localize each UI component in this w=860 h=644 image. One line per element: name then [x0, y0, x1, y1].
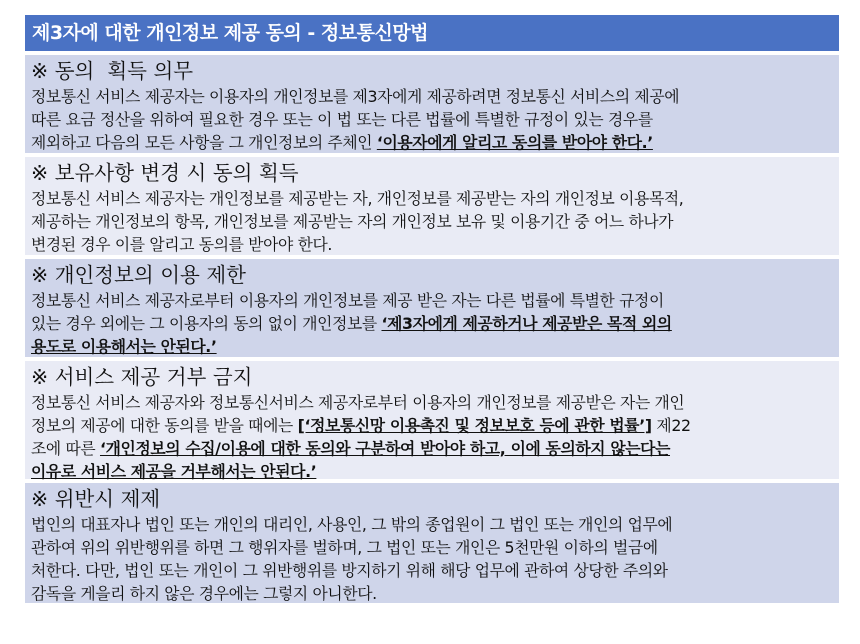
- section-refusal-prohibition: [25, 361, 839, 479]
- text-line: [31, 131, 833, 154]
- text-line: 변경된 경우 이를 알리고 동의를 받아야 한다.: [31, 235, 333, 254]
- section-title: ※ 동의 획득 의무: [31, 59, 194, 83]
- text-line: 따른 요금 정산을 위하여 필요한 경우 또는 이 법 또는 다른 법률에 특별한 규정이 있는 경우를: [31, 110, 653, 129]
- text-line: [31, 414, 833, 437]
- page-title: 제3자에 대한 개인정보 제공 동의 - 정보통신망법: [25, 15, 839, 51]
- text-line: 정보통신 서비스 제공자는 개인정보를 제공받는 자, 개인정보를 제공받는 자의 개인정보 이용목적,: [31, 189, 684, 208]
- text-span: 조에 따른: [31, 439, 100, 458]
- text-line: 정보통신 서비스 제공자는 이용자의 개인정보를 제3자에게 제공하려면 정보통신 서비스의 제공에: [31, 87, 680, 106]
- text-line: 제공하는 개인정보의 항목, 개인정보를 제공받는 자의 개인정보 보유 및 이용기간 중 어느 하나가: [31, 212, 674, 231]
- text-line: [31, 460, 833, 483]
- emphasis-text: ‘이용자에게 알리고 동의를 받아야 한다.’: [376, 133, 653, 152]
- text-line: 처한다. 다만, 법인 또는 개인이 그 위반행위를 방지하기 위해 해당 업무에 관하여 상당한 주의와: [31, 561, 668, 580]
- text-span: 있는 경우 외에는 그 이용자의 동의 없이 개인정보를: [31, 314, 382, 333]
- emphasis-text: [‘정보통신망 이용촉진 및 정보보호 등에 관한 법률’]: [297, 416, 652, 435]
- section-consent-obligation: [25, 55, 839, 153]
- emphasis-text: 용도로 이용해서는 안된다.’: [31, 337, 217, 356]
- text-span: 제외하고 다음의 모든 사항을 그 개인정보의 주체인: [31, 133, 377, 152]
- emphasis-text: ‘제3자에게 제공하거나 제공받은 목적 외의: [381, 314, 672, 333]
- section-penalty: [25, 483, 839, 603]
- document: [25, 15, 839, 603]
- text-line: 법인의 대표자나 법인 또는 개인의 대리인, 사용인, 그 밖의 종업원이 그 법인 또는 개인의 업무에: [31, 515, 673, 534]
- text-line: 정보통신 서비스 제공자와 정보통신서비스 제공자로부터 이용자의 개인정보를 제공받은 자는 개인: [31, 393, 685, 412]
- text-line: 관하여 위의 위반행위를 하면 그 행위자를 벌하며, 그 법인 또는 개인은 5천만원 이하의 벌금에: [31, 538, 658, 557]
- emphasis-text: ‘개인정보의 수집/이용에 대한 동의와 구분하여 받아야 하고, 이에 동의하지 않는다는: [99, 439, 670, 458]
- section-title: ※ 위반시 제제: [31, 487, 161, 511]
- section-change-consent: [25, 157, 839, 255]
- text-line: [31, 437, 833, 460]
- text-line: [31, 335, 833, 358]
- text-span: 제22: [651, 416, 691, 435]
- text-span: 정보의 제공에 대한 동의를 받을 때에는: [31, 416, 298, 435]
- text-line: 정보통신 서비스 제공자로부터 이용자의 개인정보를 제공 받은 자는 다른 법률에 특별한 규정이: [31, 291, 664, 310]
- text-line: [31, 312, 833, 335]
- section-title: ※ 보유사항 변경 시 동의 획득: [31, 161, 299, 185]
- section-usage-restriction: [25, 259, 839, 357]
- section-title: ※ 서비스 제공 거부 금지: [31, 365, 253, 389]
- text-line: 감독을 게을리 하지 않은 경우에는 그렇지 아니한다.: [31, 584, 377, 603]
- section-title: ※ 개인정보의 이용 제한: [31, 263, 246, 287]
- emphasis-text: 이유로 서비스 제공을 거부해서는 안된다.’: [31, 462, 317, 481]
